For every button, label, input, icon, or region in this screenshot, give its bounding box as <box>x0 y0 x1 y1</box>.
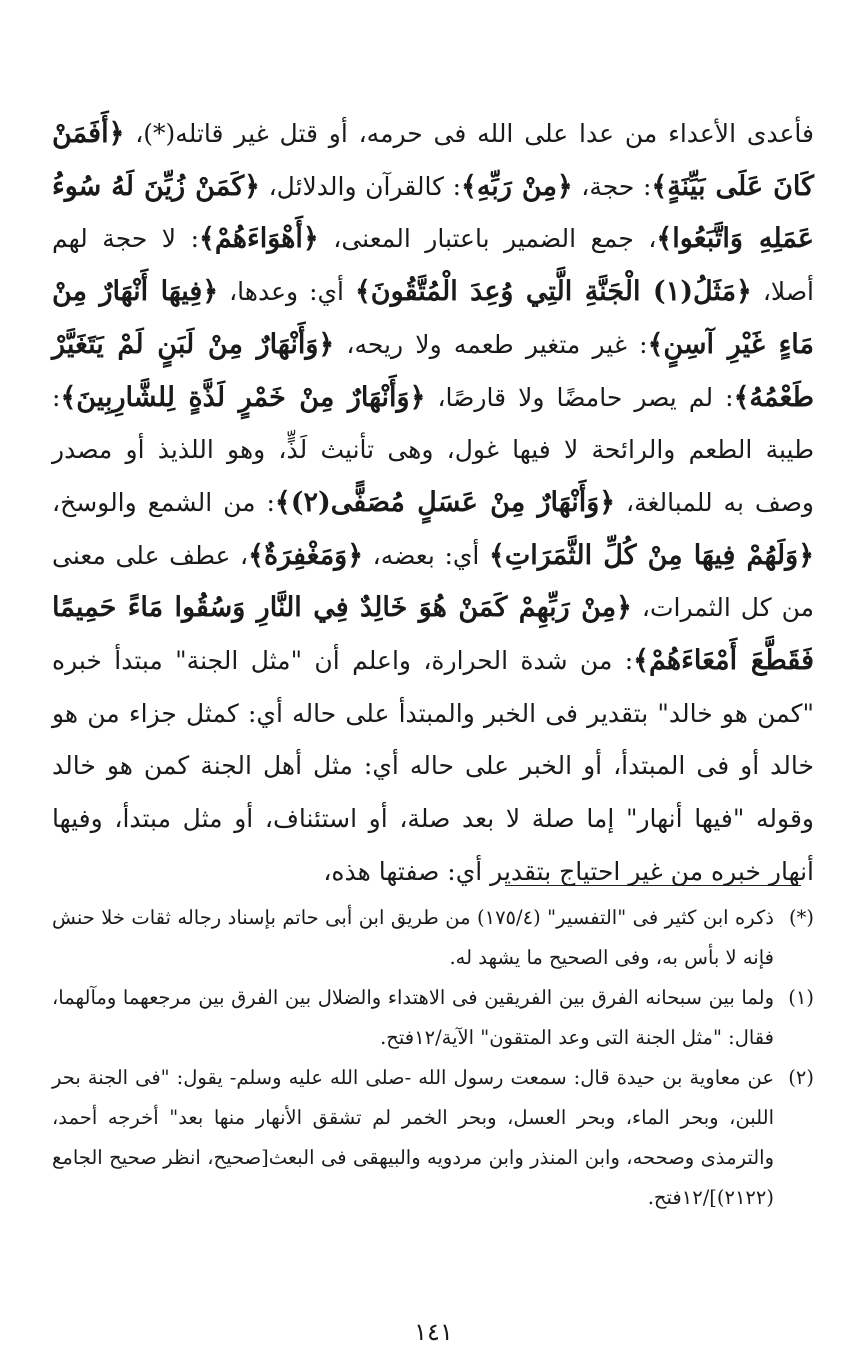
quran-quote: ﴿وَأَنْهَارٌ مِنْ خَمْرٍ لَذَّةٍ لِلشَّارِبِينَ﴾ <box>60 381 426 413</box>
quran-quote: ﴿كَمَنْ زُيِّنَ لَهُ سُوءُ عَمَلِهِ وَاتَّبَعُوا﴾ <box>52 170 815 255</box>
quran-quote: ﴿وَلَهُمْ فِيهَا مِنْ كُلِّ الثَّمَرَاتِ﴾ <box>489 539 815 571</box>
main-paragraph <box>52 108 814 899</box>
quran-quote: ﴿وَأَنْهَارٌ مِنْ لَبَنٍ لَمْ يَتَغَيَّرْ طَعْمُهُ﴾ <box>52 328 815 413</box>
commentary-text: : حجة، <box>572 171 652 201</box>
quran-quote: ﴿مِنْ رَبِّهِ﴾ <box>461 170 573 202</box>
quran-quote: ﴿مَثَلُ(١) الْجَنَّةِ الَّتِي وُعِدَ الْمُتَّقُونَ﴾ <box>354 276 752 308</box>
footnote-number: (*) <box>789 906 814 929</box>
footnote-number: (٢) <box>788 1066 814 1089</box>
footnote-text: ولما بين سبحانه الفرق بين الفريقين فى الاهتداء والضلال بين الفرق بين مرجعهما ومآلهما، فقال: "مثل الجنة التى وعد المتقون" الآية/١٢فتح. <box>52 986 774 1049</box>
quran-quote: ﴿أَهْوَاءَهُمْ﴾ <box>199 223 319 255</box>
commentary-text: : لم يصر حامضًا ولا قارصًا، <box>425 382 734 412</box>
footnote-star <box>52 898 814 978</box>
quran-quote: ﴿أَفَمَنْ كَانَ عَلَى بَيِّنَةٍ﴾ <box>52 118 814 202</box>
commentary-text: : كالقرآن والدلائل، <box>260 171 462 201</box>
quran-quote: ﴿مِنْ رَبِّهِمْ كَمَنْ هُوَ خَالِدٌ فِي النَّارِ وَسُقُوا مَاءً حَمِيمًا فَقَطَّعَ أَمْعَاءَهُمْ﴾ <box>52 592 814 677</box>
footnotes <box>52 898 814 1218</box>
main-text <box>52 108 814 899</box>
footnote-1 <box>52 978 814 1058</box>
footnote-number: (١) <box>788 986 814 1009</box>
commentary-text: : من شدة الحرارة، واعلم أن "مثل الجنة" مبتدأ خبره "كمن هو خالد" بتقدير فى الخبر والمبتدأ على حاله أي: كمثل جزاء من هو خالد أو فى المبتدأ، أو الخبر على حاله أي: مثل أهل الجنة كمن هو خالد وقوله "فيها أنهار" إما صلة لا بعد صلة، أو استئناف، أو مثل مبتدأ، وفيها أنهار خبره من غير احتياج بتقدير أي: صفتها هذه، <box>52 646 814 886</box>
quran-quote: ﴿فِيهَا أَنْهَارٌ مِنْ مَاءٍ غَيْرِ آسِنٍ﴾ <box>52 276 814 360</box>
footnote-text: عن معاوية بن حيدة قال: سمعت رسول الله -صلى الله عليه وسلم- يقول: "فى الجنة بحر اللبن، وبحر الماء، وبحر العسل، وبحر الخمر لم تشقق الأنهار منها بعد" أخرجه أحمد، والترمذى وصححه، وابن المنذر وابن مردويه والبيهقى فى البعث[صحيح، انظر صحيح الجامع (٢١٢٢)]/١٢فتح. <box>52 1066 774 1209</box>
commentary-text: أي: وعدها، <box>218 277 355 307</box>
page-number: ١٤١ <box>414 1318 453 1346</box>
commentary-text: ، جمع الضمير باعتبار المعنى، <box>318 224 657 254</box>
commentary-text: أي: بعضه، <box>363 540 490 570</box>
commentary-text: : من الشمع والوسخ، <box>52 487 275 517</box>
quran-quote: ﴿وَمَغْفِرَةٌ﴾ <box>248 539 364 571</box>
footnote-text: ذكره ابن كثير فى "التفسير" (١٧٥/٤) من طريق ابن أبى حاتم بإسناد رجاله ثقات خلا حنش فإنه لا بأس به، وفى الصحيح ما يشهد له. <box>52 906 774 969</box>
commentary-text: ، عطف على معنى من كل الثمرات، <box>52 540 814 623</box>
footnote-separator <box>505 885 801 886</box>
commentary-text: : غير متغير طعمه ولا ريحه، <box>334 329 648 359</box>
quran-quote: ﴿وَأَنْهَارٌ مِنْ عَسَلٍ مُصَفًّى(٢)﴾ <box>274 486 616 518</box>
commentary-text: : طيبة الطعم والرائحة لا فيها غول، وهى تأنيث لَذٍّ، وهو اللذيذ أو مصدر وصف به للمبالغة، <box>52 382 814 517</box>
commentary-text: : لا حجة لهم أصلا، <box>52 224 814 307</box>
footnote-2 <box>52 1058 814 1218</box>
commentary-text: فأعدى الأعداء من عدا على الله فى حرمه، أو قتل غير قاتله(*)، <box>124 119 814 148</box>
